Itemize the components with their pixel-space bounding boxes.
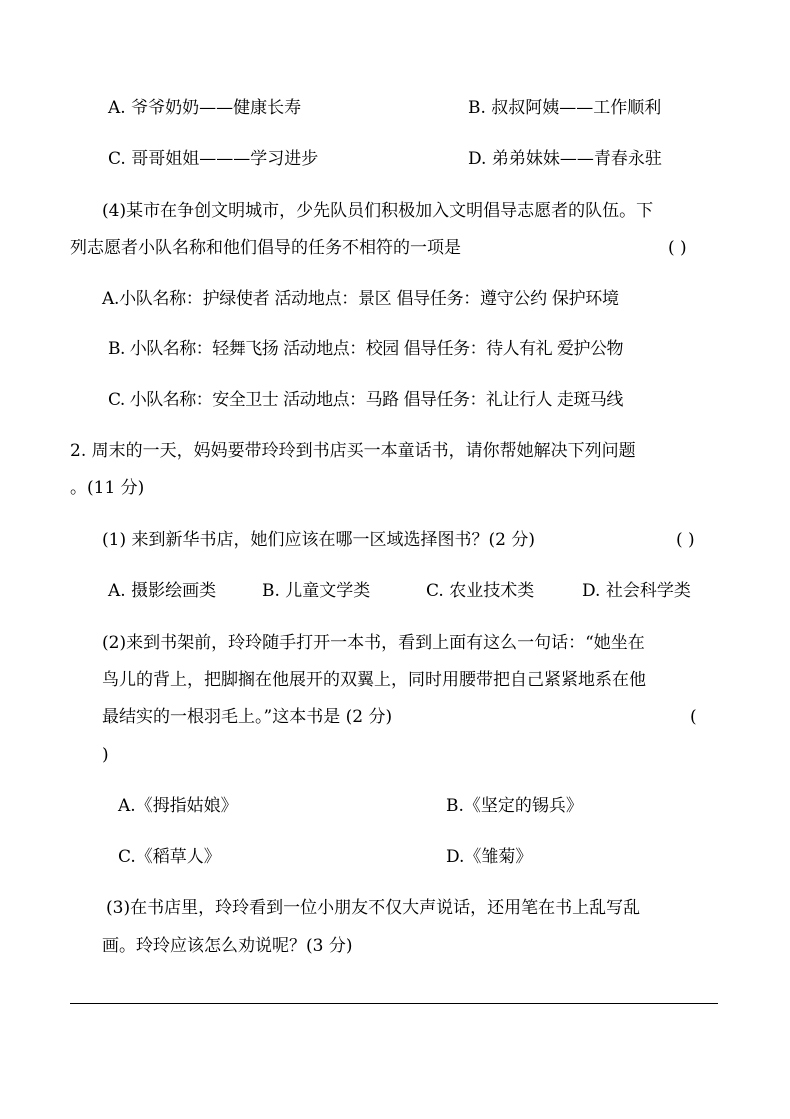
q2-2-option-d: D.《雏菊》: [446, 847, 533, 867]
q2-stem-line1: 2. 周末的一天，妈妈要带玲玲到书店买一本童话书，请你帮她解决下列问题: [70, 441, 636, 461]
q2-2-stem-line1: (2)来到书架前，玲玲随手打开一本书，看到上面有这么一句话：“她坐在: [102, 633, 645, 653]
q1-4-option-c: C. 小队名称：安全卫士 活动地点：马路 倡导任务：礼让行人 走斑马线: [108, 390, 623, 410]
q2-2-option-b: B.《坚定的锡兵》: [446, 796, 583, 816]
q2-1-option-b: B. 儿童文学类: [262, 581, 371, 601]
q2-1-stem: (1) 来到新华书店，她们应该在哪一区域选择图书？(2 分): [102, 530, 535, 550]
q1-option-a: A. 爷爷奶奶——健康长寿: [108, 98, 302, 118]
q2-2-blank-close: ): [102, 745, 109, 765]
q1-option-c: C. 哥哥姐姐———学习进步: [108, 149, 319, 169]
q1-4-option-b: B. 小队名称：轻舞飞扬 活动地点：校园 倡导任务：待人有礼 爱护公物: [108, 339, 624, 359]
q1-4-stem-line2: 列志愿者小队名称和他们倡导的任务不相符的一项是: [70, 238, 461, 258]
footer-divider: [70, 1003, 718, 1004]
q2-2-stem-line3: 最结实的一根羽毛上。”这本书是 (2 分): [102, 707, 393, 727]
q2-1-option-c: C. 农业技术类: [426, 581, 535, 601]
q1-option-b: B. 叔叔阿姨——工作顺利: [468, 98, 662, 118]
q2-3-stem-line2: 画。玲玲应该怎么劝说呢？(3 分): [102, 936, 353, 956]
q2-2-stem-line2: 鸟儿的背上，把脚搁在他展开的双翼上，同时用腰带把自己紧紧地系在他: [102, 670, 646, 690]
q2-2-option-c: C.《稻草人》: [118, 847, 221, 867]
q1-4-answer-blank: ( ): [668, 238, 687, 258]
q2-2-blank-open: (: [690, 707, 697, 727]
q1-option-d: D. 弟弟妹妹——青春永驻: [468, 149, 662, 169]
q1-4-stem-line1: (4)某市在争创文明城市，少先队员们积极加入文明倡导志愿者的队伍。下: [102, 201, 654, 221]
q2-2-option-a: A.《拇指姑娘》: [118, 796, 238, 816]
q1-4-option-a: A.小队名称：护绿使者 活动地点：景区 倡导任务：遵守公约 保护环境: [102, 289, 619, 309]
q2-1-option-a: A. 摄影绘画类: [108, 581, 217, 601]
q2-3-stem-line1: (3)在书店里，玲玲看到一位小朋友不仅大声说话，还用笔在书上乱写乱: [106, 898, 641, 918]
q2-stem-line2: 。(11 分): [70, 478, 145, 498]
q2-1-answer-blank: ( ): [676, 530, 695, 550]
q2-1-option-d: D. 社会科学类: [582, 581, 691, 601]
